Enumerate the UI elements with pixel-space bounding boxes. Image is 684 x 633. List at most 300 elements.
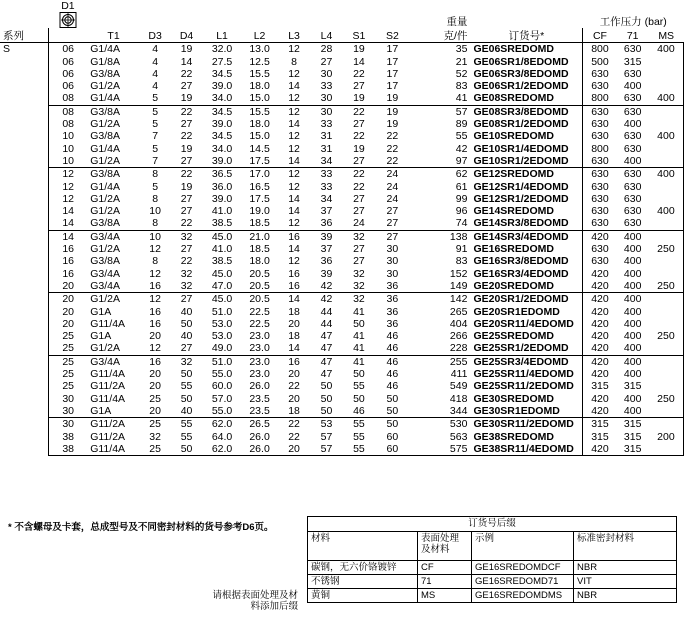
suffix-seal: VIT — [574, 575, 677, 589]
d3-cell: 4 — [152, 80, 159, 93]
71-cell: 400 — [623, 154, 642, 167]
series-cell — [0, 306, 49, 318]
weight-cell: 404 — [449, 317, 468, 330]
cf-cell: 500 — [583, 56, 616, 68]
l4-cell: 33 — [320, 80, 333, 93]
l3-cell: 14 — [288, 192, 300, 205]
t1-cell: G1/2A — [90, 154, 120, 167]
weight-cell: 74 — [455, 217, 468, 230]
d3-cell: 16 — [149, 279, 161, 292]
d1-cell: 20 — [49, 306, 88, 318]
d3-cell: 16 — [149, 317, 161, 330]
d3-cell: 5 — [152, 92, 159, 105]
order-no-cell: GE14SREDOMD — [473, 205, 554, 218]
s2-cell: 60 — [386, 430, 399, 443]
l3-cell: 8 — [291, 55, 297, 68]
s1-cell: 41 — [353, 330, 365, 343]
cf-cell: 630 — [583, 118, 616, 130]
l3-header: L3 — [278, 28, 310, 43]
d3-cell: 4 — [152, 55, 159, 68]
cf-cell: 420 — [583, 318, 616, 330]
s1-cell: 27 — [353, 154, 365, 167]
l4-cell: 33 — [310, 168, 342, 181]
l1-cell: 41.0 — [211, 205, 233, 218]
71-cell: 630 — [623, 142, 642, 155]
s2-cell: 46 — [386, 342, 399, 355]
table-row — [0, 330, 684, 342]
l2-cell: 17.5 — [249, 192, 270, 205]
s2-cell: 19 — [386, 92, 399, 105]
s2-cell: 27 — [375, 230, 409, 243]
s1-cell: 27 — [353, 243, 365, 256]
suffix-table-title: 订货号后缀 — [308, 517, 677, 532]
d4-cell: 27 — [180, 154, 193, 167]
l3-cell: 18 — [288, 404, 300, 417]
l1-cell: 53.0 — [211, 317, 233, 330]
table-row — [0, 56, 684, 68]
order-no-cell: GE16SR3/8EDOMD — [473, 255, 569, 268]
table-row — [0, 181, 684, 193]
l1-cell: 45.0 — [211, 267, 233, 280]
series-cell — [0, 280, 49, 293]
weight-cell: 97 — [455, 154, 468, 167]
71-cell: 630 — [623, 43, 642, 56]
table-row — [0, 205, 684, 217]
d4-cell: 22 — [170, 105, 202, 118]
t1-cell: G3/4A — [90, 267, 120, 280]
series-cell — [0, 243, 49, 255]
order-no-cell: GE06SR1/2EDOMD — [473, 80, 569, 93]
order-no-cell: GE25SR3/4EDOMD — [470, 355, 583, 368]
l1-cell: 51.0 — [203, 355, 242, 368]
l2-cell: 15.0 — [249, 130, 270, 143]
l1-cell: 34.0 — [211, 142, 233, 155]
l1-cell: 39.0 — [211, 192, 233, 205]
table-row — [0, 393, 684, 405]
l4-cell: 50 — [320, 404, 333, 417]
l1-cell: 36.5 — [203, 168, 242, 181]
l3-cell: 14 — [288, 205, 300, 218]
l4-cell: 37 — [320, 205, 333, 218]
l3-cell: 14 — [288, 243, 300, 256]
l3-cell: 20 — [288, 392, 300, 405]
suffix-header-example: 示例 — [472, 532, 574, 561]
cf-cell: 630 — [583, 105, 616, 118]
cf-cell: 630 — [583, 68, 616, 80]
t1-cell: G1/2A — [90, 342, 120, 355]
l3-cell: 12 — [288, 130, 300, 143]
cf-cell: 800 — [583, 143, 616, 155]
l1-cell: 49.0 — [211, 342, 233, 355]
cf-cell: 420 — [583, 330, 616, 342]
d1-cell: 14 — [49, 217, 88, 230]
order-no-cell: GE30SR1EDOMD — [473, 404, 560, 417]
t1-cell: G3/8A — [90, 255, 120, 268]
l4-cell: 37 — [320, 243, 333, 256]
series-cell — [0, 393, 49, 405]
d4-cell: 19 — [180, 92, 193, 105]
s2-cell: 50 — [386, 392, 399, 405]
suffix-row — [308, 575, 677, 589]
cf-cell: 420 — [583, 280, 616, 293]
d4-cell: 40 — [180, 404, 193, 417]
71-cell: 400 — [623, 342, 642, 355]
l3-cell: 12 — [288, 67, 300, 80]
l4-header: L4 — [310, 28, 342, 43]
order-no-cell: GE25SR11/4EDOMD — [473, 368, 574, 381]
l4-cell: 47 — [320, 342, 333, 355]
series-header: 系列 — [0, 28, 49, 43]
cf-cell: 630 — [583, 168, 616, 181]
l4-cell: 50 — [320, 392, 333, 405]
weight-cell: 57 — [410, 105, 471, 118]
table-row — [0, 105, 684, 118]
t1-cell: G3/8A — [90, 67, 120, 80]
order-no-cell: GE08SREDOMD — [473, 92, 554, 105]
d1-cell: 06 — [49, 56, 88, 68]
weight-cell: 563 — [449, 430, 468, 443]
series-cell — [0, 255, 49, 267]
l3-cell: 12 — [288, 255, 300, 268]
ms-cell: 400 — [649, 130, 684, 142]
pressure-group-header: 工作压力 (bar) — [599, 16, 667, 28]
d4-cell: 27 — [180, 243, 193, 256]
table-row — [0, 143, 684, 155]
order-no-cell: GE25SREDOMD — [473, 330, 554, 343]
s1-cell: 46 — [353, 404, 365, 417]
cf-cell: 420 — [583, 342, 616, 355]
series-cell — [0, 342, 49, 355]
order-no-cell: GE25SR11/2EDOMD — [473, 380, 574, 393]
l2-cell: 15.5 — [249, 67, 270, 80]
weight-cell: 142 — [410, 293, 471, 306]
table-row — [0, 118, 684, 130]
weight-cell: 55 — [455, 130, 468, 143]
series-cell — [0, 268, 49, 280]
table-row — [0, 255, 684, 267]
table-row — [0, 168, 684, 181]
table-row — [0, 43, 684, 56]
l2-cell: 17.5 — [249, 154, 270, 167]
weight-cell: 83 — [455, 255, 468, 268]
ms-cell — [649, 155, 684, 168]
d3-cell: 12 — [149, 243, 161, 256]
s1-cell: 50 — [353, 392, 365, 405]
table-row — [0, 92, 684, 105]
weight-cell: 91 — [455, 243, 468, 256]
suffix-code: MS — [418, 589, 472, 603]
series-cell — [0, 56, 49, 68]
series-cell — [0, 105, 49, 118]
t1-cell: G11/2A — [90, 380, 126, 393]
series-cell — [0, 181, 49, 193]
d4-cell: 50 — [170, 443, 202, 456]
d3-cell: 10 — [149, 205, 161, 218]
ms-cell — [649, 255, 684, 267]
ms-cell — [649, 80, 684, 92]
d4-cell: 22 — [180, 255, 193, 268]
weight-cell: 62 — [410, 168, 471, 181]
l1-cell: 62.0 — [203, 443, 242, 456]
d4-cell: 22 — [180, 217, 193, 230]
s2-cell: 17 — [386, 67, 399, 80]
l3-cell: 22 — [278, 418, 310, 431]
d3-cell: 16 — [140, 355, 170, 368]
d3-cell: 8 — [152, 255, 159, 268]
t1-cell: G3/4A — [87, 230, 140, 243]
d4-cell: 32 — [170, 230, 202, 243]
s1-cell: 27 — [353, 80, 365, 93]
l2-cell: 22.5 — [249, 305, 270, 318]
l1-cell: 34.5 — [203, 105, 242, 118]
l1-cell: 55.0 — [211, 404, 233, 417]
d1-header — [49, 0, 88, 28]
71-cell: 315 — [616, 418, 648, 431]
order-no-header: 订货号* — [470, 28, 583, 43]
l4-cell: 44 — [320, 317, 333, 330]
l2-cell: 26.0 — [249, 430, 270, 443]
l1-cell: 45.0 — [203, 293, 242, 306]
71-cell: 400 — [623, 305, 642, 318]
ms-cell: 250 — [649, 330, 684, 342]
d1-cell: 12 — [49, 193, 88, 205]
l4-cell: 34 — [320, 192, 333, 205]
order-no-cell: GE20SR1EDOMD — [473, 305, 560, 318]
l3-cell: 18 — [288, 330, 300, 343]
d1-cell: 12 — [49, 181, 88, 193]
d1-cell: 20 — [49, 293, 88, 306]
s2-cell: 46 — [375, 355, 409, 368]
71-cell: 400 — [623, 330, 642, 343]
cf-cell: 630 — [583, 181, 616, 193]
table-row — [0, 280, 684, 293]
s2-cell: 17 — [386, 43, 399, 56]
s1-cell: 27 — [353, 205, 365, 218]
s1-cell: 27 — [353, 118, 365, 131]
ms-cell — [649, 118, 684, 130]
71-cell: 400 — [623, 317, 642, 330]
l2-cell: 16.5 — [249, 180, 270, 193]
ms-cell: 250 — [649, 393, 684, 405]
series-cell — [0, 431, 49, 443]
71-cell: 400 — [623, 368, 642, 381]
cf-cell: 420 — [583, 230, 616, 243]
weight-cell: 99 — [455, 192, 468, 205]
l1-cell: 45.0 — [203, 230, 242, 243]
d1-cell: 10 — [49, 155, 88, 168]
t1-cell: G3/8A — [87, 168, 140, 181]
weight-cell: 549 — [449, 380, 468, 393]
cf-cell: 630 — [583, 217, 616, 230]
s1-cell: 32 — [353, 267, 365, 280]
t1-cell: G1/2A — [90, 192, 120, 205]
l1-cell: 51.0 — [211, 305, 233, 318]
s1-cell: 24 — [353, 217, 365, 230]
d3-cell: 25 — [149, 392, 161, 405]
l3-cell: 12 — [288, 43, 300, 56]
d3-cell: 20 — [149, 330, 161, 343]
s2-cell: 50 — [375, 418, 409, 431]
d1-cell: 20 — [49, 318, 88, 330]
l3-cell: 12 — [288, 142, 300, 155]
l2-cell: 26.0 — [241, 443, 278, 456]
d4-cell: 22 — [180, 130, 193, 143]
d1-cell: 10 — [49, 143, 88, 155]
series-cell — [0, 80, 49, 92]
l3-cell: 12 — [288, 92, 300, 105]
suffix-header-material: 材料 — [308, 532, 418, 561]
cf-cell: 420 — [583, 268, 616, 280]
t1-cell: G1/4A — [90, 180, 120, 193]
d3-cell: 4 — [152, 43, 159, 56]
table-row — [0, 431, 684, 443]
table-row — [0, 243, 684, 255]
l3-cell: 16 — [288, 279, 300, 292]
s2-cell: 24 — [375, 168, 409, 181]
series-cell — [0, 143, 49, 155]
l3-cell: 20 — [278, 443, 310, 456]
s2-cell: 36 — [375, 293, 409, 306]
d1-cell: 14 — [49, 205, 88, 217]
s2-cell: 46 — [386, 330, 399, 343]
order-no-cell: GE10SREDOMD — [473, 130, 554, 143]
s2-cell: 50 — [386, 404, 399, 417]
ms-cell — [649, 68, 684, 80]
suffix-row — [308, 561, 677, 575]
suffix-material: 黄铜 — [308, 589, 418, 603]
l2-cell: 23.5 — [249, 404, 270, 417]
d3-cell: 25 — [140, 418, 170, 431]
l3-cell: 14 — [288, 342, 300, 355]
ms-cell: 250 — [649, 243, 684, 255]
order-no-cell: GE12SREDOMD — [470, 168, 583, 181]
l4-cell: 31 — [320, 130, 333, 143]
ms-cell — [649, 368, 684, 380]
t1-cell: G11/4A — [90, 317, 126, 330]
table-row — [0, 268, 684, 280]
71-cell: 630 — [623, 67, 642, 80]
weight-cell: 344 — [449, 404, 468, 417]
l3-cell: 14 — [288, 80, 300, 93]
weight-cell: 21 — [455, 55, 468, 68]
s2-cell: 36 — [386, 317, 399, 330]
weight-cell: 152 — [449, 267, 468, 280]
l2-cell: 23.5 — [249, 392, 270, 405]
order-no-cell: GE20SR11/4EDOMD — [473, 317, 574, 330]
ms-cell — [649, 181, 684, 193]
order-no-cell: GE30SR11/2EDOMD — [470, 418, 583, 431]
s1-cell: 50 — [353, 368, 365, 381]
weight-cell: 42 — [455, 142, 468, 155]
d3-cell: 16 — [149, 305, 161, 318]
cf-cell: 420 — [583, 355, 616, 368]
s1-cell: 27 — [353, 192, 365, 205]
series-cell — [0, 330, 49, 342]
t1-cell: G3/4A — [90, 279, 120, 292]
cf-cell: 800 — [583, 43, 616, 56]
d1-cell: 08 — [49, 105, 88, 118]
t1-cell: G11/4A — [90, 368, 126, 381]
order-no-cell: GE38SR11/4EDOMD — [470, 443, 583, 456]
l4-cell: 42 — [320, 279, 333, 292]
suffix-code: CF — [418, 561, 472, 575]
l2-cell: 26.5 — [241, 418, 278, 431]
s1-cell: 41 — [353, 305, 365, 318]
l4-cell: 30 — [320, 67, 333, 80]
weight-header-line2: 克/件 — [410, 28, 471, 43]
l3-cell: 12 — [288, 180, 300, 193]
l2-cell: 18.5 — [249, 243, 270, 256]
d4-cell: 32 — [170, 355, 202, 368]
suffix-example: GE16SREDOMD71 — [472, 575, 574, 589]
t1-cell: G1A — [90, 305, 112, 318]
ms-cell — [649, 405, 684, 418]
s1-cell: 19 — [353, 142, 365, 155]
series-cell — [0, 230, 49, 243]
suffix-header-seal: 标准密封材料 — [574, 532, 677, 561]
order-no-cell: GE38SREDOMD — [473, 430, 554, 443]
s1-cell: 22 — [353, 67, 365, 80]
series-cell — [0, 318, 49, 330]
s2-cell: 27 — [386, 205, 399, 218]
l1-cell: 32.0 — [211, 43, 233, 56]
order-no-cell: GE20SREDOMD — [473, 279, 554, 292]
table-row — [0, 405, 684, 418]
series-cell — [0, 118, 49, 130]
order-no-cell: GE14SR3/8EDOMD — [473, 217, 569, 230]
series-cell — [0, 155, 49, 168]
d4-cell: 27 — [180, 80, 193, 93]
d3-cell: 5 — [152, 118, 159, 131]
table-row — [0, 68, 684, 80]
series-cell — [0, 193, 49, 205]
order-no-cell: GE20SR1/2EDOMD — [470, 293, 583, 306]
weight-cell: 52 — [455, 67, 468, 80]
cf-cell: 420 — [583, 293, 616, 306]
d1-cell: 06 — [49, 43, 88, 56]
series-cell — [0, 205, 49, 217]
s2-cell: 17 — [386, 80, 399, 93]
l4-cell: 33 — [320, 118, 333, 131]
71-cell: 400 — [623, 118, 642, 131]
d4-cell: 27 — [180, 205, 193, 218]
s1-cell: 22 — [343, 105, 375, 118]
71-cell: 315 — [623, 380, 642, 393]
s2-cell: 19 — [386, 118, 399, 131]
d1-cell: 25 — [49, 330, 88, 342]
weight-cell: 138 — [410, 230, 471, 243]
t1-cell: G1/4A — [90, 142, 120, 155]
l2-cell: 14.5 — [249, 142, 270, 155]
cf-cell: 315 — [583, 418, 616, 431]
s1-cell: 41 — [353, 342, 365, 355]
d1-cell: 38 — [49, 443, 88, 456]
s2-cell: 30 — [386, 267, 399, 280]
l2-cell: 15.0 — [249, 92, 270, 105]
s1-cell: 55 — [343, 418, 375, 431]
s1-cell: 32 — [343, 230, 375, 243]
l4-cell: 34 — [320, 154, 333, 167]
t1-cell: G11/4A — [90, 392, 126, 405]
l3-cell: 22 — [288, 380, 300, 393]
s1-cell: 27 — [353, 255, 365, 268]
d3-cell: 5 — [140, 105, 170, 118]
l4-cell: 39 — [310, 230, 342, 243]
t1-cell: G11/2A — [90, 430, 126, 443]
series-cell: S — [3, 43, 11, 56]
l4-cell: 57 — [310, 443, 342, 456]
l2-cell: 19.0 — [249, 205, 270, 218]
